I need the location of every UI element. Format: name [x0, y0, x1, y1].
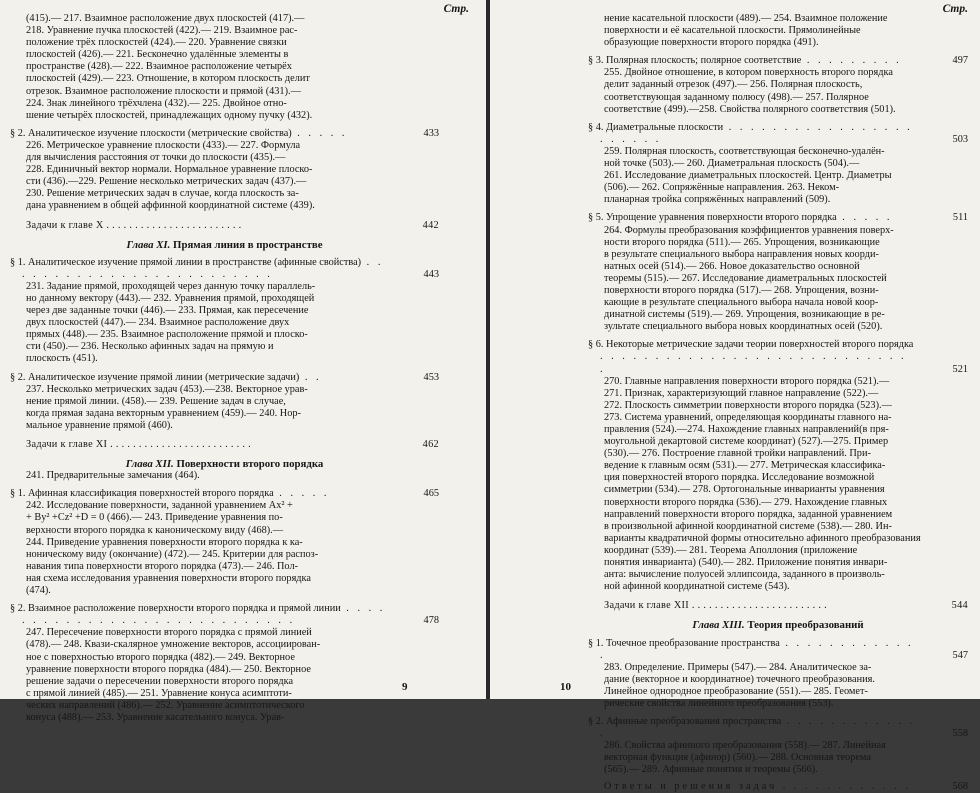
topics-paragraph — [26, 13, 439, 122]
page-number: 10 — [560, 681, 571, 693]
text-line: двух плоскостей (447).— 234. Взаимное расположение двух — [26, 317, 290, 329]
text-line: образующие поверхности второго порядка (491). — [604, 37, 819, 49]
section-title: § 2. Взаимное расположение поверхности второго порядка и прямой линии — [10, 603, 341, 615]
text-line: 231. Задание прямой, проходящей через данную точку параллель- — [26, 280, 316, 292]
chapter-number: Глава XI. — [126, 238, 171, 251]
topics-paragraph — [26, 140, 439, 213]
text-line: 244. Приведение уравнения поверхности второго порядка к ка- — [26, 536, 303, 548]
text-line: 272. Плоскость симметрии поверхности второго порядка (523).— — [604, 399, 892, 411]
toc-section-entry[interactable] — [10, 603, 439, 627]
text-line: динатной системы (519).— 269. Упрощения, возникающие в ре- — [604, 309, 885, 321]
text-line: 264. Формулы преобразования коэффициентов уравнения поверх- — [604, 224, 894, 236]
page-ref: 547 — [952, 649, 968, 661]
section-title: § 1. Афинная классификация поверхностей второго порядка — [10, 488, 274, 500]
text-line: векторная функция (афинор) (560).— 288. Основная теорема — [604, 752, 871, 764]
text-line: 226. Метрическое уравнение плоскости (433).— 227. Формула — [26, 139, 301, 151]
text-line: 230. Решение метрических задач в случае, когда плоскость за- — [26, 188, 299, 200]
page-ref: 442 — [422, 219, 439, 231]
right-page-body — [588, 13, 968, 793]
text-line: в результате специального выбора направления новых коорди- — [604, 248, 879, 260]
page-ref: 433 — [423, 127, 439, 139]
right-page — [490, 0, 980, 792]
toc-section-entry[interactable] — [588, 638, 968, 662]
topics-paragraph — [604, 740, 968, 776]
text-line: (474). — [26, 585, 51, 597]
leader-dots: . . . . . . . . . . . . . — [600, 637, 914, 661]
section-title: § 2. Афинные преобразования пространства — [588, 716, 782, 728]
problems-title: Задачи к главе X — [26, 219, 104, 231]
left-page — [0, 0, 486, 723]
text-line: мальное уравнение прямой (460). — [26, 419, 173, 431]
toc-problems-entry[interactable] — [26, 220, 439, 232]
chapter-title: Поверхности второго порядка — [176, 458, 324, 471]
text-line: прямых (448).— 235. Взаимное расположение прямой и плоско- — [26, 329, 308, 341]
toc-section-entry[interactable] — [10, 257, 439, 281]
toc-problems-entry[interactable] — [26, 439, 439, 451]
text-line: ности второго порядка (511).— 265. Упрощения, возникающие — [604, 236, 880, 248]
topics-paragraph — [26, 627, 439, 724]
page-ref: 462 — [422, 439, 439, 450]
text-line: (530).— 276. Построение главной тройки направлений. При- — [604, 448, 871, 460]
chapter-number: Глава XII. — [125, 458, 174, 471]
topics-paragraph — [604, 225, 968, 334]
page-number: 9 — [402, 681, 408, 693]
leader-dots: . . . . . — [291, 127, 348, 139]
problems-title: Задачи к главе XII — [604, 600, 690, 612]
leader-dots: . . . . . . . . . . . . . . . . . . . . . . . . — [103, 219, 242, 231]
text-line: с прямой линией (485).— 251. Уравнение конуса асимптоти- — [26, 687, 292, 699]
text-line: плоскость (451). — [26, 353, 98, 365]
topics-paragraph — [604, 146, 968, 206]
topics-paragraph — [26, 470, 439, 482]
text-line: 241. Предварительные замечания (464). — [26, 470, 200, 482]
page-ref: 544 — [951, 600, 968, 612]
text-line: (506).— 262. Сопряжённые направления. 263. Неком- — [604, 182, 840, 194]
text-line: дана уравнением в общей аффинной координатной системе (439). — [26, 200, 315, 212]
text-line: правления (524).—274. Нахождение главных направлений(в пря- — [604, 424, 889, 435]
text-line: для вычисления расстояния от точки до плоскости (435).— — [26, 152, 286, 164]
text-line: Линейное однородное преобразование (551).— 285. Геомет- — [604, 685, 868, 697]
topics-paragraph — [604, 13, 968, 49]
page-ref: 478 — [423, 615, 439, 627]
chapter-number: Глава XIII. — [692, 619, 745, 632]
page-ref: 503 — [952, 133, 968, 145]
text-line: 273. Система уравнений, определяющая координаты главного на- — [604, 411, 892, 423]
leader-dots: . . . . . . . . . — [801, 55, 902, 67]
text-line: планарная тройка сопряжённых направлений (509). — [604, 194, 831, 206]
page-ref: 497 — [952, 55, 968, 67]
chapter-heading — [10, 458, 439, 470]
text-line: плоскостей (426).— 221. Бесконечно удалённые элементы в — [26, 49, 289, 61]
text-line: в произвольной афинной координатной системе (538).— 280. Ин- — [604, 520, 892, 532]
leader-dots: . . . . . — [836, 212, 893, 224]
toc-section-entry[interactable] — [588, 55, 968, 67]
text-line: нение прямой линии. (458).— 239. Решение задач в случае, — [26, 395, 286, 407]
topics-paragraph — [26, 281, 439, 366]
text-line: 283. Определение. Примеры (547).— 284. Аналитическое за- — [604, 661, 872, 673]
text-line: кающие в результате специального выбора начала новой коор- — [604, 297, 879, 309]
text-line: ция поверхностей второго порядка. Исследование возможной — [604, 472, 875, 484]
text-line: (415).— 217. Взаимное расположение двух плоскостей (417).— — [26, 13, 305, 24]
section-title: § 3. Полярная плоскость; полярное соответствие — [588, 55, 802, 67]
text-line: 259. Полярная плоскость, соответствующая бесконечно-удалён- — [604, 145, 885, 157]
topics-paragraph — [604, 67, 968, 115]
page-ref: 453 — [423, 371, 439, 383]
toc-section-entry[interactable] — [588, 122, 968, 146]
leader-dots: . . . . . . . . . . . . . . . . . . . . . . . . . . . . . — [22, 603, 386, 627]
answers-title: Ответы и решения задач — [604, 780, 778, 792]
page-ref: 465 — [423, 488, 439, 500]
section-title: § 2. Аналитическое изучение плоскости (метрические свойства) — [10, 127, 292, 139]
text-line: уравнение поверхности второго порядка (484).— 250. Векторное — [26, 663, 311, 675]
text-line: понятия инварианта) (540).— 282. Приложение понятия инвари- — [604, 557, 888, 569]
toc-section-entry[interactable] — [10, 128, 439, 140]
toc-section-entry[interactable] — [588, 339, 968, 375]
chapter-heading — [10, 239, 439, 251]
leader-dots: . . . . . . . . . . . . . . . . . . . . . . . — [600, 121, 913, 145]
text-line: навания типа поверхности второго порядка (473).— 246. Пол- — [26, 560, 299, 572]
leader-dots: . . . . . . . . . . . . — [777, 780, 911, 792]
text-line: + By² +Cz² +D = 0 (466).— 243. Приведение уравнения по- — [26, 512, 283, 524]
text-line: 224. Знак линейного трёхчлена (432).— 225. Двойное отно- — [26, 97, 287, 109]
text-line: отрезок. Взаимное расположение плоскости и прямой (431).— — [26, 85, 301, 97]
text-line: симметрии (534).— 278. Ортогональные инварианты уравнения — [604, 484, 885, 496]
leader-dots: . . — [299, 371, 322, 383]
text-line: пространстве (428).— 222. Взаимное расположение четырёх — [26, 61, 292, 73]
text-line: нение касательной плоскости (489).— 254. Взаимное положение — [604, 13, 888, 24]
leader-dots: . . . . . — [273, 488, 330, 500]
text-line: 242. Исследование поверхности, заданной уравнением Ax² + — [26, 500, 293, 512]
leader-dots: . . . . . . . . . . . . . — [600, 716, 916, 740]
toc-section-entry[interactable] — [588, 212, 968, 224]
page-ref: 511 — [952, 212, 968, 224]
text-line: конуса (488).— 253. Уравнение касательного конуса. Урав- — [26, 711, 285, 723]
text-line: (565).— 289. Афинные понятия и теоремы (566). — [604, 764, 818, 776]
text-line: 228. Единичный вектор нормали. Нормальное уравнение плоско- — [26, 164, 313, 176]
toc-section-entry[interactable] — [10, 488, 439, 500]
text-line: но данному вектору (443).— 232. Уравнения прямой, проходящей — [26, 292, 315, 304]
text-line: решение задачи о пересечении поверхности второго порядка — [26, 675, 294, 687]
text-line: ведение к главным осям (531).— 277. Метрическая классифика- — [604, 460, 886, 472]
leader-dots: . . . . . . . . . . . . . . . . . . . . . . . . — [689, 600, 827, 612]
leader-dots: . . . . . . . . . . . . . . . . . . . . . . . . . — [22, 256, 384, 280]
text-line: 255. Двойное отношение, в котором поверхность второго порядка — [604, 67, 893, 79]
page-ref: 521 — [952, 363, 968, 375]
section-title: § 5. Упрощение уравнения поверхности второго порядка — [588, 212, 837, 224]
toc-section-entry[interactable] — [10, 372, 439, 384]
toc-section-entry[interactable] — [588, 716, 968, 740]
text-line: верхности второго порядка к каноническому виду (468).— — [26, 524, 284, 536]
text-line: соответствующая заданному полюсу (498).— 257. Полярное — [604, 91, 869, 103]
text-line: соответствие (499).—258. Свойства полярного соответствия (501). — [604, 103, 896, 115]
section-title: § 2. Аналитическое изучение прямой линии (метрические задачи) — [10, 371, 300, 383]
text-line: сти (436).—229. Решение несколько метрических задач (437).— — [26, 176, 307, 188]
text-line: (478).— 248. Квази-скалярное умножение векторов, ассоциирован- — [26, 639, 321, 651]
page-header-str: Стр. — [443, 3, 469, 15]
text-line: через две заданные точки (446).— 233. Прямая, как пересечение — [26, 305, 309, 317]
text-line: зультате специального выбора новых координатных осей (520). — [604, 321, 883, 333]
page-ref: 443 — [423, 268, 439, 280]
text-line: 270. Главные направления поверхности второго порядка (521).— — [604, 375, 890, 387]
topics-paragraph — [26, 384, 439, 432]
chapter-title: Прямая линия в пространстве — [173, 238, 323, 251]
topics-paragraph — [604, 376, 968, 594]
page-ref: 568 — [952, 780, 968, 792]
text-line: ной точке (503).— 260. Диаметральная плоскость (504).— — [604, 158, 860, 170]
text-line: когда прямая задана векторным уравнением (459).— 240. Нор- — [26, 407, 301, 419]
text-line: 286. Свойства афинного преобразования (558).— 287. Линейная — [604, 740, 886, 752]
text-line: моугольной декартовой системе координат) (527).—275. Пример — [604, 436, 889, 448]
text-line: положение трёх плоскостей (424).— 220. Уравнение связки — [26, 37, 287, 49]
topics-paragraph — [26, 500, 439, 597]
leader-dots: . . . . . . . . . . . . . . . . . . . . . . . . . — [107, 439, 252, 450]
text-line: ной афинной координатной системе (543). — [604, 581, 790, 593]
text-line: поверхности второго порядка (517).— 268. Упрощения, возни- — [604, 284, 879, 296]
text-line: шение четырёх плоскостей, принадлежащих одному пучку (432). — [26, 109, 313, 121]
text-line: варианты квадратичной формы относительно афинного преобразования — [604, 532, 921, 544]
text-line: ческих направлений (486).— 252. Уравнение асимптотического — [26, 699, 305, 711]
leader-dots: . . . . . . . . . . . . . . . . . . . . . . . . . . . . . — [600, 351, 907, 375]
topics-paragraph — [604, 662, 968, 710]
text-line: теоремы (515).— 267. Исследование диаметральных плоскостей — [604, 272, 887, 284]
section-title: § 1. Аналитическое изучение прямой линии в пространстве (афинные свойства) — [10, 256, 362, 268]
chapter-title: Теория преобразований — [747, 619, 864, 632]
text-line: дание (векторное и координатное) точечного преобразования. — [604, 673, 875, 685]
text-line: сти (450).— 236. Несколько афинных задач на прямую и — [26, 341, 274, 353]
text-line: ноническому виду (окончание) (472).— 245. Критерии для распоз- — [26, 548, 319, 560]
left-page-body — [10, 13, 439, 724]
toc-answers-entry[interactable] — [604, 781, 968, 793]
section-title: § 4. Диаметральные плоскости — [588, 121, 724, 133]
toc-problems-entry[interactable] — [604, 600, 968, 612]
text-line: координат (539).— 281. Теорема Аполлония (приложение — [604, 544, 858, 556]
text-line: 271. Признак, характеризующий главное направление (522).— — [604, 387, 879, 399]
text-line: 247. Пересечение поверхности второго порядка с прямой линией — [26, 627, 312, 639]
text-line: 218. Уравнение пучка плоскостей (422).— 219. Взаимное рас- — [26, 25, 298, 37]
section-title: § 6. Некоторые метрические задачи теории поверхностей второго порядка — [588, 339, 914, 351]
text-line: 261. Исследование диаметральных плоскостей. Центр. Диаметры — [604, 170, 892, 182]
text-line: натных осей (514).— 266. Новое доказательство основной — [604, 260, 860, 272]
text-line: поверхности второго порядка (536).— 279. Нахождение главных — [604, 496, 888, 508]
page-header-str: Стр. — [942, 3, 968, 15]
section-title: § 1. Точечное преобразование пространства — [588, 637, 780, 649]
text-line: рические свойства линейного преобразования (553). — [604, 697, 834, 709]
text-line: 237. Несколько метрических задач (453).—238. Векторное урав- — [26, 383, 308, 395]
text-line: плоскостей (429).— 223. Отношение, в котором плоскость делит — [26, 73, 310, 85]
text-line: делит заданный отрезок (497).— 256. Полярная плоскость, — [604, 79, 863, 91]
text-line: ная схема исследования уравнения поверхности второго порядка — [26, 572, 311, 584]
text-line: поверхности и её касательной плоскости. Прямолинейные — [604, 25, 861, 37]
chapter-heading — [588, 619, 968, 631]
text-line: направлений поверхности второго порядка, заданной уравнением — [604, 508, 893, 520]
text-line: ное с поверхностью второго порядка (482).— 249. Векторное — [26, 651, 295, 663]
text-line: анта: вычисление полуосей эллипсоида, заданного в произволь- — [604, 569, 885, 581]
problems-title: Задачи к главе XI — [26, 439, 108, 450]
page-ref: 558 — [952, 728, 968, 740]
